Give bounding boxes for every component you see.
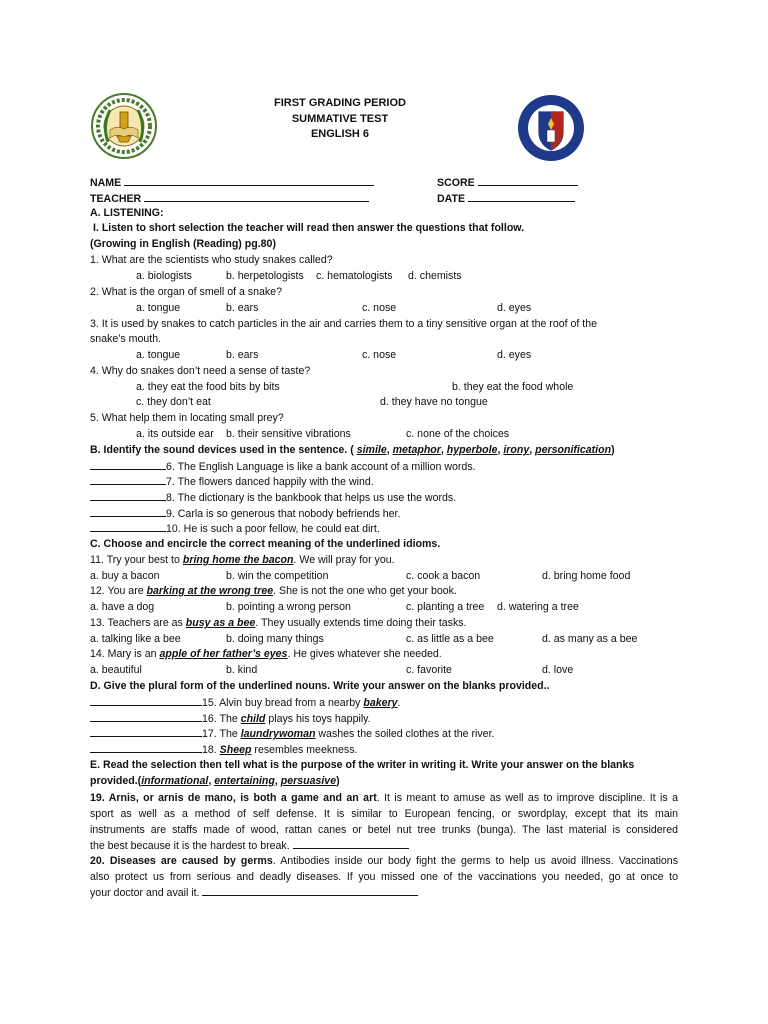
section-e-title-line2: provided.(informational, entertaining, persuasive)	[90, 775, 340, 787]
test-header	[230, 96, 450, 143]
q12-option-c[interactable]: c. planting a tree	[406, 601, 485, 613]
q12-idiom: barking at the wrong tree	[146, 585, 274, 597]
q13-option-c[interactable]: c. as little as a bee	[406, 633, 494, 645]
item-10-text: 10. He is such a poor fellow, he could eat dirt.	[166, 523, 380, 535]
question-12	[90, 585, 457, 597]
q11-option-c[interactable]: c. cook a bacon	[406, 570, 481, 582]
q12-option-b[interactable]: b. pointing a wrong person	[226, 601, 351, 613]
q1-option-d[interactable]: d. chemists	[408, 270, 462, 282]
question-4: 4. Why do snakes don’t need a sense of taste?	[90, 365, 311, 377]
q13-option-a[interactable]: a. talking like a bee	[90, 633, 181, 645]
q3-option-d[interactable]: d. eyes	[497, 349, 532, 361]
passage-19-line2: sport as well as a method of self defense. It is similar to European fencing, or swordplay, except that its main	[90, 808, 678, 820]
q1-option-a[interactable]: a. biologists	[136, 270, 192, 282]
answer-blank-6[interactable]	[90, 460, 166, 470]
question-3: 3. It is used by snakes to catch particles in the air and carries them to a tiny sensitive organ at the roof of the	[90, 318, 597, 330]
q2-option-b[interactable]: b. ears	[226, 302, 259, 314]
passage-19-line1	[90, 790, 678, 806]
item-16	[90, 712, 371, 725]
item-18-text: 18.	[202, 744, 220, 756]
item-8-text: 8. The dictionary is the bankbook that helps us use the words.	[166, 492, 457, 504]
item-16-noun: child	[240, 713, 266, 725]
date-row	[437, 192, 575, 205]
name-row	[90, 176, 374, 189]
q11-option-d[interactable]: d. bring home food	[542, 570, 631, 582]
q13-option-b[interactable]: b. doing many things	[226, 633, 324, 645]
item-9	[90, 507, 400, 520]
purpose-entertaining: entertaining	[214, 775, 275, 787]
q2-option-c[interactable]: c. nose	[362, 302, 397, 314]
device-simile: simile	[356, 444, 387, 456]
item-15-end: .	[397, 697, 401, 709]
q14-idiom: apple of her father’s eyes	[159, 648, 288, 660]
q13-option-d[interactable]: d. as many as a bee	[542, 633, 638, 645]
item-7-text: 7. The flowers danced happily with the wind.	[166, 476, 374, 488]
passage-19-text-1: . It is meant to amuse as well as to improve discipline. It is a	[376, 792, 678, 804]
q11-idiom: bring home the bacon	[182, 554, 294, 566]
q14-text-start: 14. Mary is an	[90, 648, 160, 660]
passage-20-line2: also protect us from serious and deadly diseases. If you missed one of the vaccinations you needed, go at once to	[90, 871, 678, 883]
section-e-close: )	[336, 775, 340, 787]
answer-blank-20[interactable]	[202, 886, 418, 896]
q4-option-d[interactable]: d. they have no tongue	[380, 396, 488, 408]
q1-option-c[interactable]: c. hematologists	[316, 270, 393, 282]
name-field[interactable]	[124, 176, 374, 186]
purpose-persuasive: persuasive	[280, 775, 337, 787]
item-6	[90, 460, 476, 473]
passage-20-line1	[90, 853, 678, 869]
passage-19-lead: 19. Arnis, or arnis de mano, is both a game and an art	[90, 792, 377, 804]
question-13	[90, 617, 467, 629]
question-11	[90, 554, 395, 566]
item-8	[90, 491, 456, 504]
section-b-title: B. Identify the sound devices used in the sentence. ( simile, metaphor, hyperbole, irony, personification)	[90, 444, 615, 456]
answer-blank-17[interactable]	[90, 727, 202, 737]
q11-text-end: . We will pray for you.	[293, 554, 395, 566]
device-metaphor: metaphor	[392, 444, 441, 456]
q12-text-end: . She is not the one who get your book.	[273, 585, 457, 597]
passage-19-line3: instruments are staffs made of wood, rattan canes or betel nut tree trunks (bunga). The last material is considered	[90, 824, 678, 836]
q11-text-start: 11. Try your best to	[90, 554, 183, 566]
grading-period-title: FIRST GRADING PERIOD	[273, 97, 406, 109]
answer-blank-16[interactable]	[90, 712, 202, 722]
test-type-title: SUMMATIVE TEST	[291, 112, 389, 125]
question-2: 2. What is the organ of smell of a snake?	[90, 286, 282, 298]
q12-text-start: 12. You are	[90, 585, 147, 597]
item-9-text: 9. Carla is so generous that nobody befriends her.	[166, 508, 401, 520]
answer-blank-8[interactable]	[90, 491, 166, 501]
item-17-end: washes the soiled clothes at the river.	[315, 728, 495, 740]
q2-option-d[interactable]: d. eyes	[497, 302, 532, 314]
q13-text-end: . They usually extends time doing their tasks.	[255, 617, 467, 629]
score-label: SCORE	[437, 177, 475, 189]
question-1: 1. What are the scientists who study snakes called?	[90, 254, 333, 266]
passage-20-text-1: . Antibodies inside our body fight the germs to help us avoid illness. Vaccinations	[272, 855, 678, 867]
q5-option-c[interactable]: c. none of the choices	[406, 428, 510, 440]
q1-option-b[interactable]: b. herpetologists	[226, 270, 304, 282]
item-15	[90, 696, 400, 709]
date-label: DATE	[437, 193, 466, 205]
section-e-title-line1: E. Read the selection then tell what is the purpose of the writer in writing it. Write your answer on the blanks	[90, 759, 635, 771]
q4-option-b[interactable]: b. they eat the food whole	[452, 381, 574, 393]
passage-20-text-3: your doctor and avail it.	[90, 887, 200, 899]
section-b-title-text: B. Identify the sound devices used in the sentence. (	[90, 444, 354, 456]
item-15-noun: bakery	[363, 697, 398, 709]
score-field[interactable]	[478, 176, 578, 186]
q4-option-c[interactable]: c. they don’t eat	[136, 396, 211, 408]
date-field[interactable]	[468, 192, 575, 202]
item-16-end: plays his toys happily.	[265, 713, 371, 725]
q5-option-a[interactable]: a. its outside ear	[136, 428, 214, 440]
passage-20-lead: 20. Diseases are caused by germs	[90, 855, 273, 867]
question-3-cont: snake’s mouth.	[90, 333, 162, 345]
item-6-text: 6. The English Language is like a bank account of a million words.	[166, 461, 476, 473]
answer-blank-15[interactable]	[90, 696, 202, 706]
name-label: NAME	[90, 177, 122, 189]
section-b-close: )	[611, 444, 615, 456]
q5-option-b[interactable]: b. their sensitive vibrations	[226, 428, 351, 440]
item-15-text: 15. Alvin buy bread from a nearby	[202, 697, 364, 709]
q13-idiom: busy as a bee	[185, 617, 256, 629]
q2-option-a[interactable]: a. tongue	[136, 302, 181, 314]
item-17	[90, 727, 494, 740]
q11-option-a[interactable]: a. buy a bacon	[90, 570, 160, 582]
section-a-title: A. LISTENING:	[90, 207, 164, 219]
item-18	[90, 743, 357, 756]
score-row	[437, 176, 578, 189]
section-a-instruction: I. Listen to short selection the teacher will read then answer the questions that follow.	[93, 222, 525, 234]
passage-19	[90, 790, 678, 854]
teacher-field[interactable]	[144, 192, 369, 202]
q13-text-start: 13. Teachers are as	[90, 617, 186, 629]
item-10	[90, 522, 380, 535]
passage-19-text-4: the best because it is the hardest to break.	[90, 840, 290, 852]
answer-blank-19[interactable]	[293, 839, 409, 849]
answer-blank-9[interactable]	[90, 507, 166, 517]
item-16-text: 16. The	[202, 713, 241, 725]
passage-20-line3	[90, 885, 678, 901]
q3-option-b[interactable]: b. ears	[226, 349, 259, 361]
q14-option-a[interactable]: a. beautiful	[90, 664, 142, 676]
device-irony: irony	[503, 444, 530, 456]
q12-option-a[interactable]: a. have a dog	[90, 601, 155, 613]
section-d-title: D. Give the plural form of the underlined nouns. Write your answer on the blanks provided..	[90, 680, 550, 692]
q14-option-d[interactable]: d. love	[542, 664, 574, 676]
q3-option-c[interactable]: c. nose	[362, 349, 397, 361]
q4-option-a[interactable]: a. they eat the food bits by bits	[136, 381, 280, 393]
question-14	[90, 648, 442, 660]
q3-option-a[interactable]: a. tongue	[136, 349, 181, 361]
school-seal-icon	[90, 92, 158, 160]
q11-option-b[interactable]: b. win the competition	[226, 570, 329, 582]
teacher-row	[90, 192, 369, 205]
q12-option-d[interactable]: d. watering a tree	[497, 601, 579, 613]
passage-19-line4	[90, 838, 678, 854]
subject-title: ENGLISH 6	[310, 128, 370, 140]
item-7	[90, 475, 374, 488]
item-18-noun: Sheep	[219, 744, 252, 756]
item-18-end: resembles meekness.	[251, 744, 358, 756]
section-e-title-text: provided.(	[90, 775, 142, 787]
passage-20	[90, 853, 678, 901]
question-5: 5. What help them in locating small prey?	[90, 412, 284, 424]
teacher-label: TEACHER	[90, 193, 142, 205]
answer-blank-10[interactable]	[90, 522, 166, 532]
device-personification: personification	[535, 444, 612, 456]
purpose-informational: informational	[141, 775, 209, 787]
item-17-text: 17. The	[202, 728, 241, 740]
device-hyperbole: hyperbole	[446, 444, 498, 456]
q14-option-c[interactable]: c. favorite	[406, 664, 452, 676]
answer-blank-7[interactable]	[90, 475, 166, 485]
deped-seal-icon	[517, 92, 585, 166]
section-a-source: (Growing in English (Reading) pg.80)	[90, 238, 276, 250]
section-c-title: C. Choose and encircle the correct meaning of the underlined idioms.	[90, 538, 441, 550]
q14-text-end: . He gives whatever she needed.	[287, 648, 442, 660]
answer-blank-18[interactable]	[90, 743, 202, 753]
item-17-noun: laundrywoman	[240, 728, 316, 740]
q14-option-b[interactable]: b. kind	[226, 664, 258, 676]
